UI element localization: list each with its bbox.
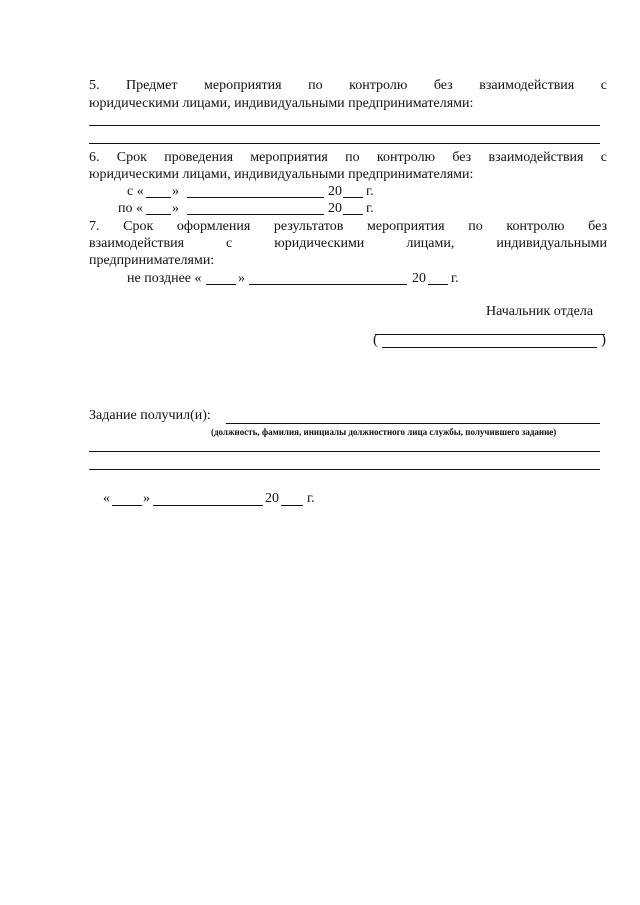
- section5-line1: 5. Предмет мероприятия по контролю без взаимодействия с: [89, 78, 607, 93]
- date-month-field[interactable]: [153, 505, 263, 506]
- section5-line2: юридическими лицами, индивидуальными предпринимателями:: [89, 96, 474, 111]
- section6-to-day-field[interactable]: [146, 214, 171, 215]
- section6-to-year-prefix: 20: [328, 201, 342, 216]
- section6-from-quote-close: »: [172, 184, 179, 199]
- signature-bracket-open: (: [373, 332, 378, 348]
- section6-line2: юридическими лицами, индивидуальными предпринимателями:: [89, 167, 474, 182]
- section7-year-prefix: 20: [412, 271, 426, 286]
- section7-line1: 7. Срок оформления результатов мероприятия по контролю без: [89, 219, 607, 234]
- signature-name-underline: [382, 347, 597, 348]
- section6-from-prefix: с «: [127, 184, 144, 199]
- section6-to-year-field[interactable]: [343, 214, 363, 215]
- section7-line3: предпринимателями:: [89, 253, 215, 268]
- date-year-field[interactable]: [281, 505, 303, 506]
- section7-year-suffix: г.: [451, 271, 459, 286]
- date-quote-close: »: [143, 491, 150, 506]
- section5-fill-line-1[interactable]: [89, 125, 600, 126]
- section6-to-prefix: по «: [118, 201, 143, 216]
- section6-to-quote-close: »: [172, 201, 179, 216]
- signature-name-field[interactable]: [373, 331, 606, 349]
- received-name-field[interactable]: [226, 423, 600, 424]
- signature-title: Начальник отдела: [486, 304, 594, 319]
- section6-from-year-field[interactable]: [343, 197, 363, 198]
- section6-from-month-field[interactable]: [187, 197, 324, 198]
- section6-line1: 6. Срок проведения мероприятия по контролю без взаимодействия с: [89, 150, 607, 165]
- received-fill-line-1[interactable]: [89, 451, 600, 452]
- section6-to-year-suffix: г.: [366, 201, 374, 216]
- section6-to-month-field[interactable]: [187, 214, 324, 215]
- date-year-prefix: 20: [265, 491, 279, 506]
- signature-bracket-close: ): [601, 332, 606, 348]
- section5-fill-line-2[interactable]: [89, 143, 600, 144]
- section7-line2: взаимодействия с юридическими лицами, индивидуальными: [89, 236, 607, 251]
- date-quote-open: «: [103, 491, 110, 506]
- section7-day-field[interactable]: [206, 284, 236, 285]
- section7-deadline-prefix: не позднее «: [127, 271, 202, 286]
- received-fill-line-2[interactable]: [89, 469, 600, 470]
- date-day-field[interactable]: [112, 505, 142, 506]
- section6-from-year-suffix: г.: [366, 184, 374, 199]
- received-caption: (должность, фамилия, инициалы должностного лица службы, получившего задание): [211, 427, 557, 437]
- section6-from-day-field[interactable]: [146, 197, 171, 198]
- received-label: Задание получил(и):: [89, 408, 211, 423]
- section7-month-field[interactable]: [249, 284, 407, 285]
- section6-from-year-prefix: 20: [328, 184, 342, 199]
- section7-year-field[interactable]: [428, 284, 448, 285]
- section7-quote-close: »: [238, 271, 245, 286]
- date-year-suffix: г.: [307, 491, 315, 506]
